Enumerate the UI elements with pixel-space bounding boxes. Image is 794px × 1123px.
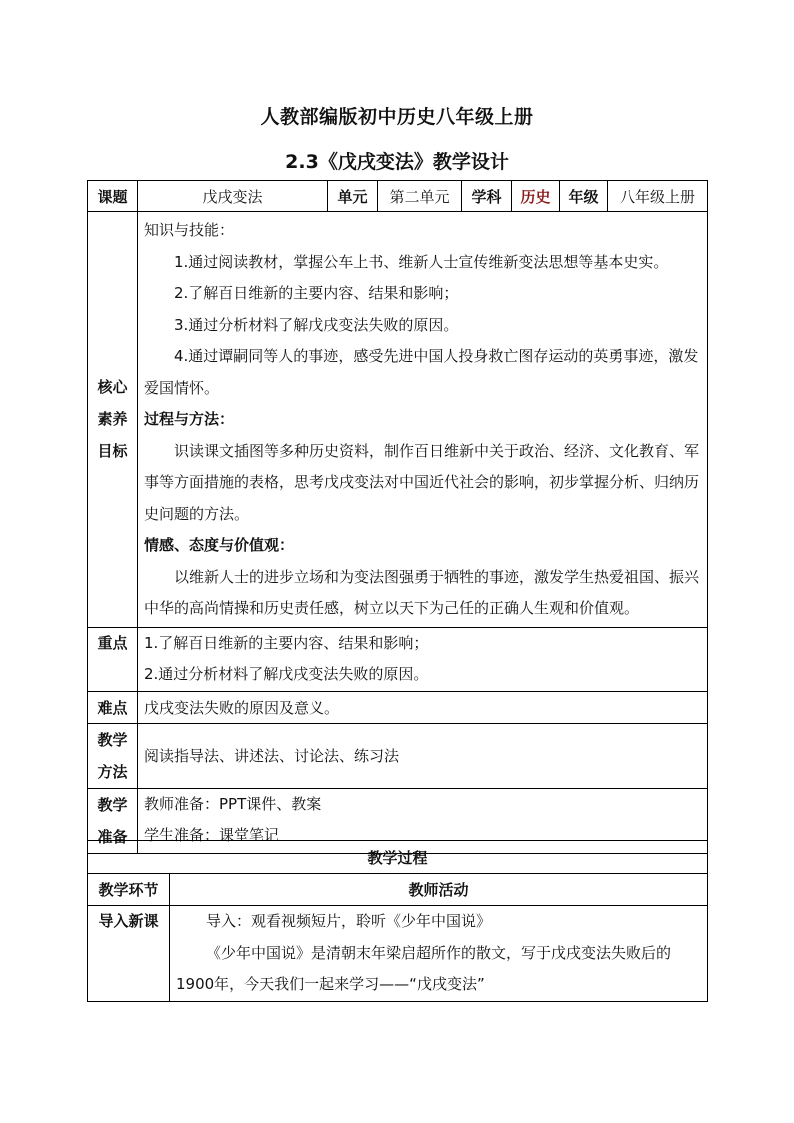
process-title-row bbox=[88, 841, 708, 874]
process-header-row bbox=[88, 874, 708, 906]
difficulty-label: 难点 bbox=[88, 691, 138, 723]
stage-column-header: 教学环节 bbox=[88, 874, 170, 906]
knowledge-item: 2.了解百日维新的主要内容、结果和影响； bbox=[174, 284, 459, 302]
difficulty-text: 戊戌变法失败的原因及意义。 bbox=[138, 691, 708, 723]
emotion-heading: 情感、态度与价值观： bbox=[144, 536, 295, 554]
difficulty-row bbox=[88, 691, 708, 723]
process-title: 教学过程 bbox=[88, 841, 708, 874]
prep-label-line: 教学 bbox=[97, 795, 128, 814]
info-row bbox=[88, 181, 708, 212]
knowledge-item: 4.通过谭嗣同等人的事迹，感受先进中国人投身救亡图存运动的英勇事迹，激发爱国情怀。 bbox=[144, 347, 699, 397]
intro-line: 《少年中国说》是清朝末年梁启超所作的散文，写于戊戌变法失败后的1900年，今天我们一起来学习——“戊戌变法” bbox=[176, 943, 672, 993]
teacher-activity-column-header: 教师活动 bbox=[170, 874, 708, 906]
teacher-prep: 教师准备：PPT课件、教案 bbox=[144, 794, 322, 813]
method-row bbox=[88, 723, 708, 788]
intro-content bbox=[170, 906, 708, 1002]
student-prep: 学生准备：课堂笔记 bbox=[144, 826, 280, 844]
process-heading: 过程与方法： bbox=[144, 410, 235, 428]
unit-label: 单元 bbox=[328, 181, 378, 212]
method-text: 阅读指导法、讲述法、讨论法、练习法 bbox=[138, 723, 708, 788]
key-points-content bbox=[138, 627, 708, 691]
topic-label: 课题 bbox=[88, 181, 138, 212]
core-label-line: 素养 bbox=[97, 410, 128, 429]
core-label-line: 目标 bbox=[97, 442, 128, 461]
knowledge-item: 1.通过阅读教材，掌握公车上书、维新人士宣传维新变法思想等基本史实。 bbox=[174, 252, 669, 271]
grade-label: 年级 bbox=[560, 181, 608, 212]
process-text: 识读课文插图等多种历史资料，制作百日维新中关于政治、经济、文化教育、军事等方面措施的表格，思考戊戌变法对中国近代社会的影响，初步掌握分析、归纳历史问题的方法。 bbox=[144, 441, 700, 523]
method-label-line: 方法 bbox=[97, 762, 128, 781]
core-objectives-row bbox=[88, 212, 708, 628]
topic-value: 戊戌变法 bbox=[138, 181, 328, 212]
unit-value: 第二单元 bbox=[378, 181, 462, 212]
document-title: 人教部编版初中历史八年级上册 bbox=[260, 106, 534, 128]
method-label-line: 教学 bbox=[97, 730, 128, 749]
intro-row bbox=[88, 906, 708, 1002]
teaching-process-table bbox=[87, 840, 708, 1002]
knowledge-heading: 知识与技能： bbox=[144, 221, 235, 239]
subject-label: 学科 bbox=[462, 181, 512, 212]
key-point-item: 1.了解百日维新的主要内容、结果和影响； bbox=[144, 633, 429, 652]
intro-line: 导入：观看视频短片，聆听《少年中国说》 bbox=[206, 912, 492, 930]
emotion-text: 以维新人士的进步立场和为变法图强勇于牺牲的事迹，激发学生热爱祖国、振兴中华的高尚情操和历史责任感，树立以天下为己任的正确人生观和价值观。 bbox=[144, 567, 700, 617]
key-point-item: 2.通过分析材料了解戊戌变法失败的原因。 bbox=[144, 665, 429, 683]
intro-stage-label: 导入新课 bbox=[88, 906, 170, 1002]
grade-value: 八年级上册 bbox=[608, 181, 708, 212]
key-points-label: 重点 bbox=[88, 627, 138, 691]
prep-label-line: 准备 bbox=[97, 827, 128, 846]
core-objectives-content bbox=[138, 212, 708, 628]
document-subtitle: 2.3《戊戌变法》教学设计 bbox=[285, 151, 509, 173]
key-points-row bbox=[88, 627, 708, 691]
method-label bbox=[88, 723, 138, 788]
lesson-info-table bbox=[87, 180, 708, 854]
core-label-line: 核心 bbox=[97, 378, 128, 397]
core-objectives-label bbox=[88, 212, 138, 628]
knowledge-item: 3.通过分析材料了解戊戌变法失败的原因。 bbox=[174, 315, 459, 334]
subject-value: 历史 bbox=[512, 181, 560, 212]
